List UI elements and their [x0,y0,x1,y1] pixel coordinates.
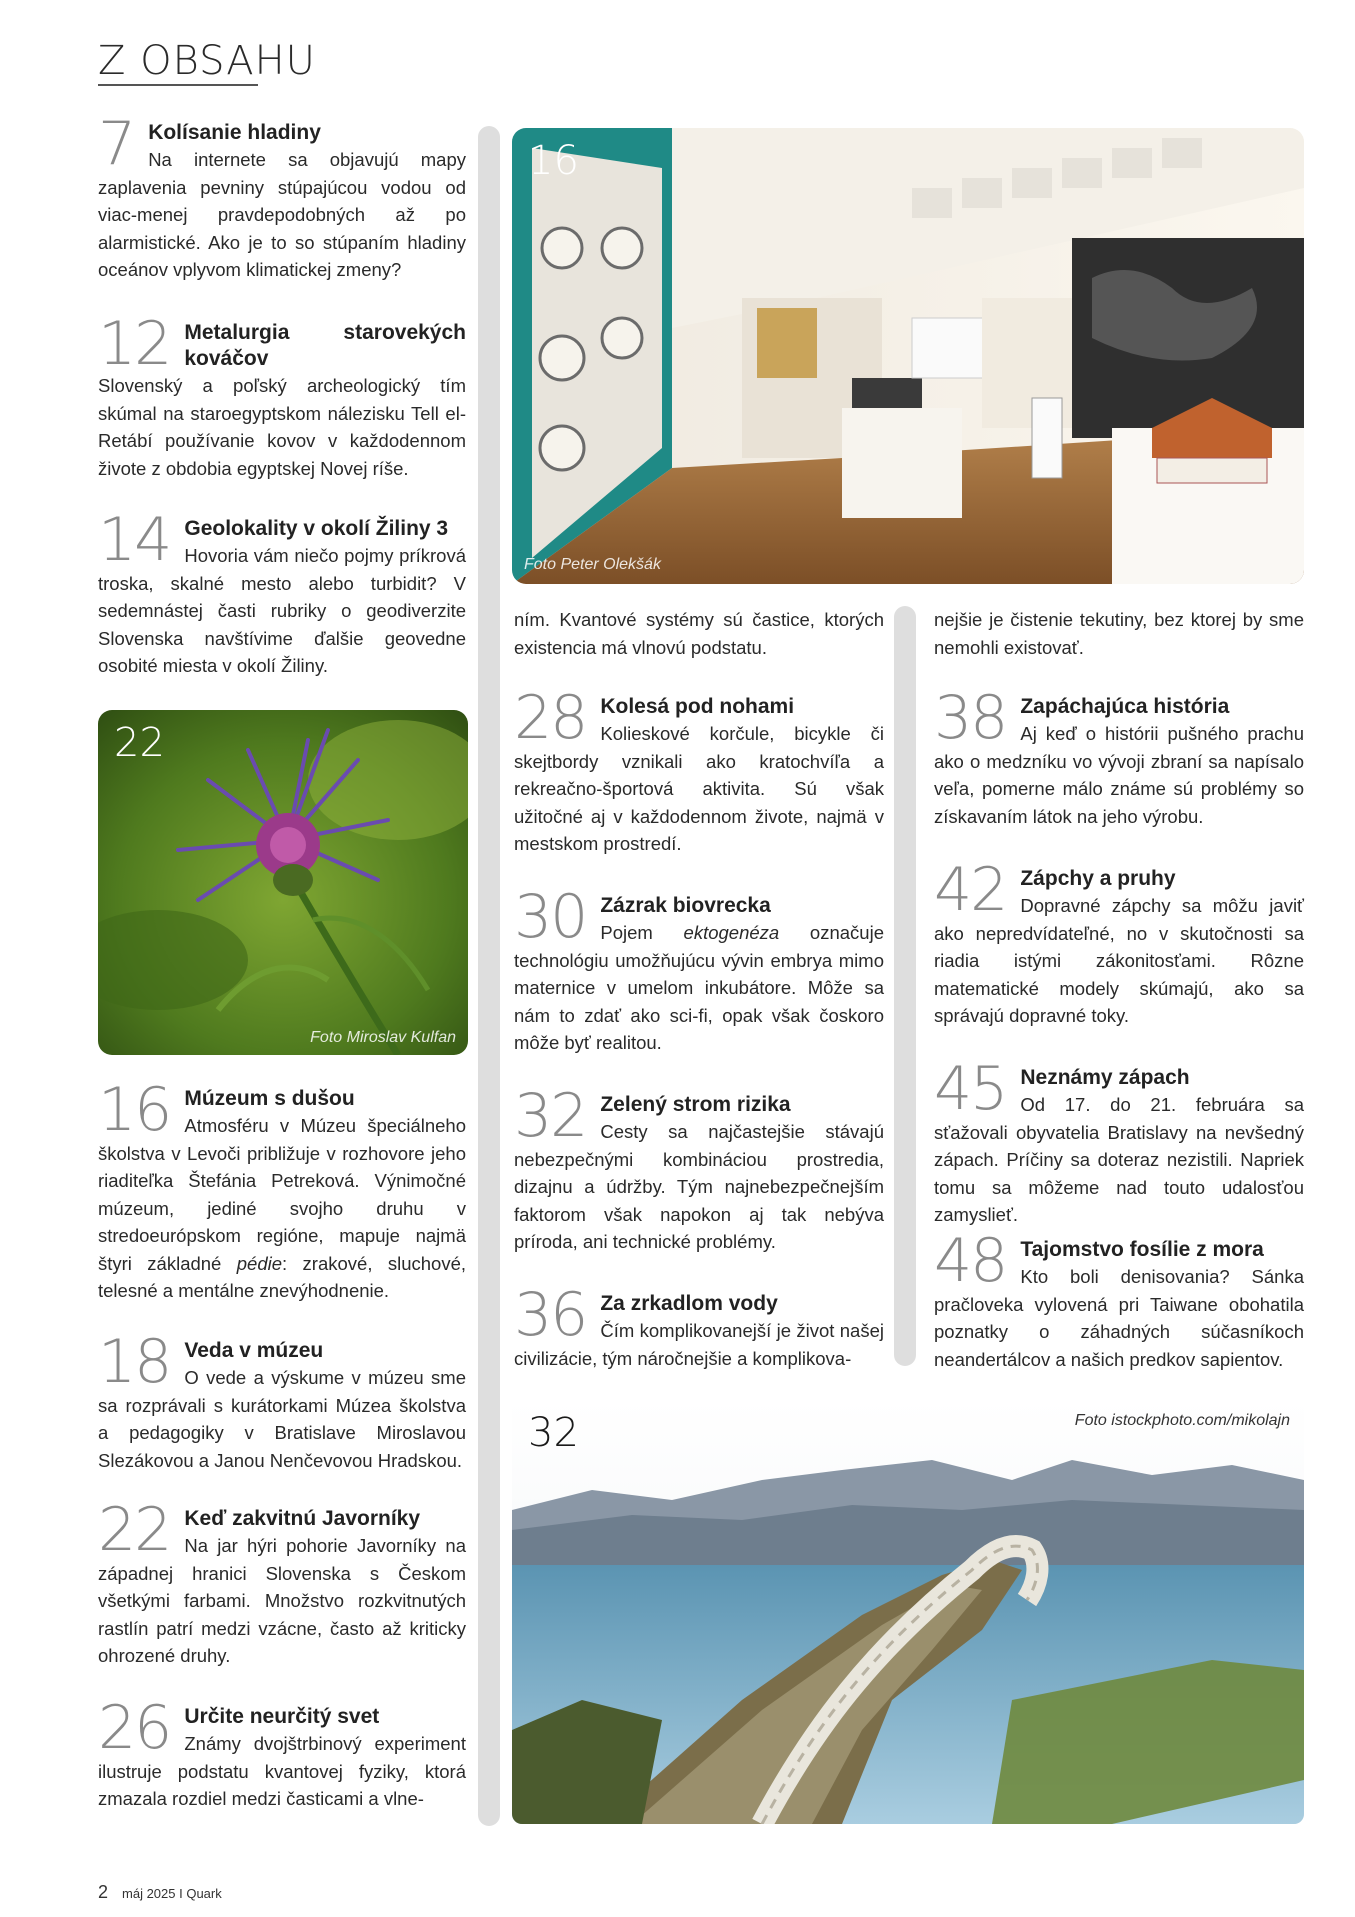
page-number: 2 [98,1882,109,1902]
entry-text-emphasis: ektogenéza [683,922,780,943]
entry-title: Za zrkadlom vody [600,1292,778,1315]
toc-entry-28[interactable] [514,683,884,858]
entry-page-number: 12 [98,309,171,379]
photo-page-number: 16 [528,138,579,184]
entry-text: Aj keď o histórii pušného prachu ako o medzníku vo vývoji zbraní sa napísalo veľa, pomerne málo známe sú problémy so získavaním látok na jeho výrobu. [934,723,1304,827]
toc-entry-32[interactable] [514,1081,884,1256]
entry-text: Známy dvojštrbinový experiment ilustruje podstatu kvantovej fyziky, ktorá zmazala rozdiel medzi časticami a vlne- [98,1733,466,1809]
entry-page-number: 38 [934,683,1007,753]
entry-text-end: označuje technológiu umožňujúcu vývin embrya mimo maternice v umelom inkubátore. Môže sa nám to zdať ako sci-fi, opak však čoskoro môže byť realitou. [514,922,884,1053]
column-divider-middle [894,606,916,1366]
entry-title: Zelený strom rizika [600,1093,791,1116]
entry-page-number: 45 [934,1054,1007,1124]
entry-text: Na internete sa objavujú mapy zaplavenia pevniny stúpajúcou vodou od viac-menej pravdepodobných až po alarmistické. Ako je to so stúpaním hladiny oceánov vplyvom klimatickej zmeny? [98,149,466,280]
entry-text-emphasis: pédie [236,1252,283,1274]
entry-page-number: 36 [514,1280,587,1350]
entry-title: Určite neurčitý svet [184,1705,380,1728]
entry-text: Hovoria vám niečo pojmy príkrová troska, skalné mesto alebo turbidit? V sedemnástej časti rubriky o geodiverzite Slovenska navštívime ďalšie geovedne osobité miesta v okolí Žiliny. [98,545,466,676]
entry-text: Pojem [600,922,684,943]
entry-title: Geolokality v okolí Žiliny 3 [184,517,449,540]
toc-entry-14[interactable] [98,505,466,680]
toc-entry-42[interactable] [934,855,1304,1030]
toc-entry-16[interactable] [98,1075,466,1305]
entry-title: Kolísanie hladiny [148,121,321,144]
entry-page-number: 14 [98,505,171,575]
flower-photo [98,710,468,1055]
entry-text: Čím komplikovanejší je život našej civilizácie, tým náročnejšie a komplikova- [514,1320,884,1369]
toc-entry-36[interactable] [514,1280,884,1372]
entry-page-number: 18 [98,1327,171,1397]
photo-credit: Foto Miroslav Kulfan [310,1029,456,1046]
photo-credit: Foto istockphoto.com/mikolajn [1074,1412,1290,1429]
entry-title: Zápchy a pruhy [1020,867,1176,890]
toc-entry-38[interactable] [934,683,1304,830]
toc-entry-7[interactable] [98,109,466,284]
entry-text-end: : zrakové, sluchové, telesné a mentálne znevýhodnenie. [98,1252,466,1301]
entry-title: Zázrak biovrecka [600,894,771,917]
column-divider-left [478,126,500,1826]
entry-page-number: 7 [98,109,135,179]
entry-text: Slovenský a poľský archeologický tím skúmal na staroegyptskom nálezisku Tell el-Retábí používanie kovov v každodennom živote z obdobia egyptskej Novej ríše. [98,375,466,479]
photo-page-number: 32 [528,1410,579,1456]
entry-page-number: 28 [514,683,587,753]
entry-text: Od 17. do 21. februára sa sťažovali obyvatelia Bratislavy na nevšedný zápach. Príčiny sa doteraz nezistili. Napriek tomu sa môžeme nad touto udalosťou zamyslieť. [934,1094,1304,1225]
entry-page-number: 26 [98,1693,171,1763]
page-title: Z OBSAHU [98,38,316,84]
entry-text: Kolieskové korčule, bicykle či skejtbordy vznikali ako kratochvíľa a rekreačno-športová aktivita. Sú však užitočné aj v každodennom živote, najmä v mestskom prostredí. [514,723,884,854]
toc-entry-26[interactable] [98,1693,466,1813]
entry-title: Kolesá pod nohami [600,695,795,718]
entry-page-number: 48 [934,1226,1007,1296]
entry-page-number: 22 [98,1495,171,1565]
entry-text: Kto boli denisovania? Sánka pračloveka vylovená pri Taiwane obohatila poznatky o záhadných súčasníkoch neandertálcov a našich predkov sapientov. [934,1266,1304,1370]
entry-title: Múzeum s dušou [184,1087,355,1110]
photo-credit: Foto Peter Olekšák [524,556,661,573]
toc-entry-18[interactable] [98,1327,466,1474]
toc-entry-22[interactable] [98,1495,466,1670]
entry-text: O vede a výskume v múzeu sme sa rozprávali s kurátorkami Múzea školstva a pedagogiky v Bratislave Miroslavou Slezákovou a Janou Nenčevovou Hradskou. [98,1367,466,1471]
entry-page-number: 42 [934,855,1007,925]
entry-page-number: 30 [514,882,587,952]
entry-page-number: 16 [98,1075,171,1145]
toc-entry-12[interactable] [98,309,466,482]
entry-title: Veda v múzeu [184,1339,324,1362]
bridge-photo [512,1400,1304,1824]
entry-page-number: 32 [514,1081,587,1151]
museum-image [512,128,1304,584]
issue-label: máj 2025 I Quark [122,1886,222,1901]
continuation-text: ním. Kvantové systémy sú častice, ktorých existencia má vlnovú podstatu. [514,609,884,658]
entry-text: Dopravné zápchy sa môžu javiť ako nepredvídateľné, no v skutočnosti sa riadia istými zákonitosťami. Rôzne matematické modely skúmajú, ako sa správajú dopravné toky. [934,895,1304,1026]
toc-entry-45[interactable] [934,1054,1304,1229]
entry-title: Zapáchajúca história [1020,695,1230,718]
page-footer [98,1882,222,1903]
entry-title: Keď zakvitnú Javorníky [184,1507,421,1530]
museum-photo [512,128,1304,584]
entry-title: Tajomstvo fosílie z mora [1020,1238,1264,1261]
title-underline [98,84,258,86]
bridge-image [512,1400,1304,1824]
entry-title: Metalurgia starovekých kováčov [184,321,466,370]
entry-title: Neznámy zápach [1020,1066,1190,1089]
entry-text: Cesty sa najčastejšie stávajú nebezpečnými kombináciou prostredia, dizajnu a údržby. Tým najnebezpečnejším faktorom však napokon aj tak nebýva príroda, ani technické problémy. [514,1121,884,1252]
entry-text: Atmosféru v Múzeu špeciálneho školstva v Levoči približuje v rozhovore jeho riaditeľka Štefánia Petreková. Výnimočné múzeum, jediné svojho druhu v stredoeurópskom regióne, mapuje najmä štyri základné [98,1115,466,1274]
toc-entry-48[interactable] [934,1226,1304,1373]
photo-page-number: 22 [114,720,165,766]
continuation-text: nejšie je čistenie tekutiny, bez ktorej by sme nemohli existovať. [934,609,1304,658]
toc-entry-30[interactable] [514,882,884,1057]
entry-text: Na jar hýri pohorie Javorníky na západnej hranici Slovenska s Českom všetkými farbami. Množstvo rozkvitnutých rastlín patrí medzi vzácne, často až kriticky ohrozené druhy. [98,1535,466,1666]
